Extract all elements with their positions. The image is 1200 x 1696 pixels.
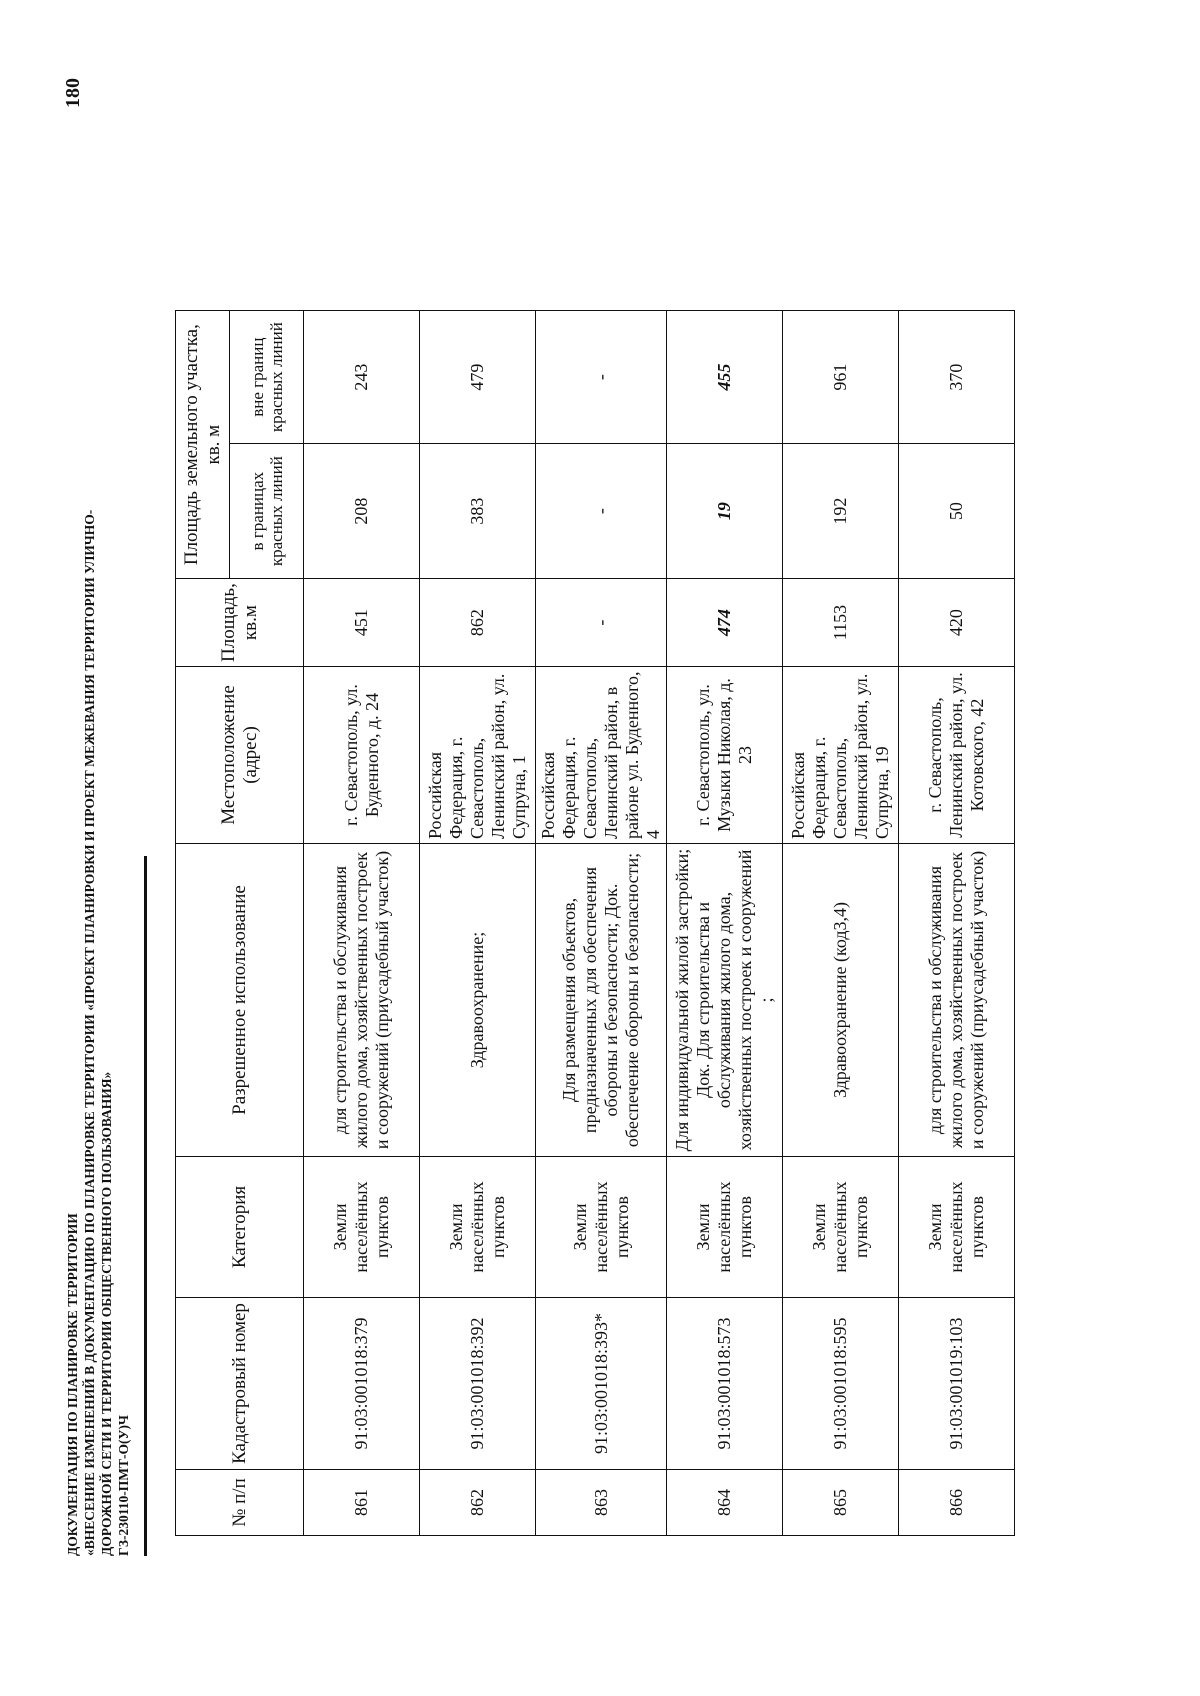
header-rule <box>144 856 147 1556</box>
cell-cadastral: 91:03:001019:103 <box>899 1298 1015 1470</box>
cell-within: 208 <box>304 444 420 579</box>
cell-within: 19 <box>667 444 783 579</box>
cell-permitted-use: Здравоохранение (код3,4) <box>783 844 899 1157</box>
header-line: «ВНЕСЕНИЕ ИЗМЕНЕНИЙ В ДОКУМЕНТАЦИЮ ПО ПЛАНИРОВКЕ ТЕРРИТОРИИ «ПРОЕКТ ПЛАНИРОВКИ И ПРОЕКТ МЕЖЕВАНИЯ ТЕРРИТОРИИ УЛИЧНО- <box>82 509 97 1556</box>
cell-permitted-use: Здравоохранение; <box>420 844 536 1157</box>
cell-outside: 961 <box>783 311 899 444</box>
cell-outside: 479 <box>420 311 536 444</box>
table-row <box>420 311 536 1536</box>
cell-cadastral: 91:03:001018:573 <box>667 1298 783 1470</box>
header-area: Площадь, кв.м <box>176 579 304 667</box>
cell-num: 863 <box>536 1470 667 1536</box>
cell-location: г. Севастополь, Ленинский район, ул. Котовского, 42 <box>899 667 1015 844</box>
cell-cadastral: 91:03:001018:392 <box>420 1298 536 1470</box>
cell-cadastral: 91:03:001018:595 <box>783 1298 899 1470</box>
land-plot-table <box>175 310 1015 1536</box>
cell-cadastral: 91:03:001018:393* <box>536 1298 667 1470</box>
header-outside-red-lines: вне границ красных линий <box>230 311 304 444</box>
cell-num: 865 <box>783 1470 899 1536</box>
header-location: Местоположение (адрес) <box>176 667 304 844</box>
cell-permitted-use: Для размещения объектов, предназначенных для обеспечения обороны и безопасности; Док. обеспечение обороны и безопасности; <box>536 844 667 1157</box>
cell-location: г. Севастополь, ул. Буденного, д. 24 <box>304 667 420 844</box>
cell-area: - <box>536 579 667 667</box>
header-cadastral: Кадастровый номер <box>176 1298 304 1470</box>
table-row <box>536 311 667 1536</box>
table-row <box>667 311 783 1536</box>
cell-location: Российская Федерация, г. Севастополь, Ленинский район, в районе ул. Буденного, 4 <box>536 667 667 844</box>
header-num: № п/п <box>176 1470 304 1536</box>
header-line: ДОРОЖНОЙ СЕТИ И ТЕРРИТОРИИ ОБЩЕСТВЕННОГО ПОЛЬЗОВАНИЯ» <box>99 1071 114 1556</box>
cell-area: 420 <box>899 579 1015 667</box>
cell-location: Российская Федерация, г. Севастополь, Ленинский район, ул. Супруна, 19 <box>783 667 899 844</box>
header-category: Категория <box>176 1157 304 1298</box>
cell-area: 862 <box>420 579 536 667</box>
land-plot-table-wrap <box>175 310 1015 1536</box>
cell-permitted-use: Для индивидуальной жилой застройки; Док. Для строительства и обслуживания жилого дома, хозяйственных построек и сооружений ; <box>667 844 783 1157</box>
cell-category: Земли населённых пунктов <box>536 1157 667 1298</box>
cell-location: Российская Федерация, г. Севастополь, Ленинский район, ул. Супруна, 1 <box>420 667 536 844</box>
page-number: 180 <box>62 78 84 108</box>
header-line: ГЗ-230110-ПМТ-О(У)Ч <box>116 1415 131 1556</box>
document-header <box>64 456 132 1556</box>
header-within-red-lines: в границах красных линий <box>230 444 304 579</box>
cell-cadastral: 91:03:001018:379 <box>304 1298 420 1470</box>
table-row <box>783 311 899 1536</box>
cell-permitted-use: для строительства и обслуживания жилого дома, хозяйственных построек и сооружений (приусадебный участок) <box>899 844 1015 1157</box>
cell-outside: 370 <box>899 311 1015 444</box>
cell-category: Земли населённых пунктов <box>899 1157 1015 1298</box>
cell-within: 383 <box>420 444 536 579</box>
header-permitted-use: Разрешенное использование <box>176 844 304 1157</box>
cell-num: 866 <box>899 1470 1015 1536</box>
cell-area: 451 <box>304 579 420 667</box>
cell-permitted-use: для строительства и обслуживания жилого дома, хозяйственных построек и сооружений (приусадебный участок) <box>304 844 420 1157</box>
cell-category: Земли населённых пунктов <box>304 1157 420 1298</box>
cell-category: Земли населённых пунктов <box>783 1157 899 1298</box>
cell-num: 862 <box>420 1470 536 1536</box>
table-row <box>304 311 420 1536</box>
header-plot-area: Площадь земельного участка, кв. м <box>176 311 230 579</box>
cell-outside: 455 <box>667 311 783 444</box>
table-row <box>899 311 1015 1536</box>
cell-within: - <box>536 444 667 579</box>
cell-outside: - <box>536 311 667 444</box>
cell-category: Земли населённых пунктов <box>667 1157 783 1298</box>
cell-within: 192 <box>783 444 899 579</box>
cell-outside: 243 <box>304 311 420 444</box>
cell-category: Земли населённых пунктов <box>420 1157 536 1298</box>
cell-area: 474 <box>667 579 783 667</box>
cell-location: г. Севастополь, ул. Музыки Николая, д. 23 <box>667 667 783 844</box>
cell-num: 861 <box>304 1470 420 1536</box>
cell-within: 50 <box>899 444 1015 579</box>
cell-num: 864 <box>667 1470 783 1536</box>
header-line: ДОКУМЕНТАЦИЯ ПО ПЛАНИРОВКЕ ТЕРРИТОРИИ <box>65 1213 80 1556</box>
cell-area: 1153 <box>783 579 899 667</box>
